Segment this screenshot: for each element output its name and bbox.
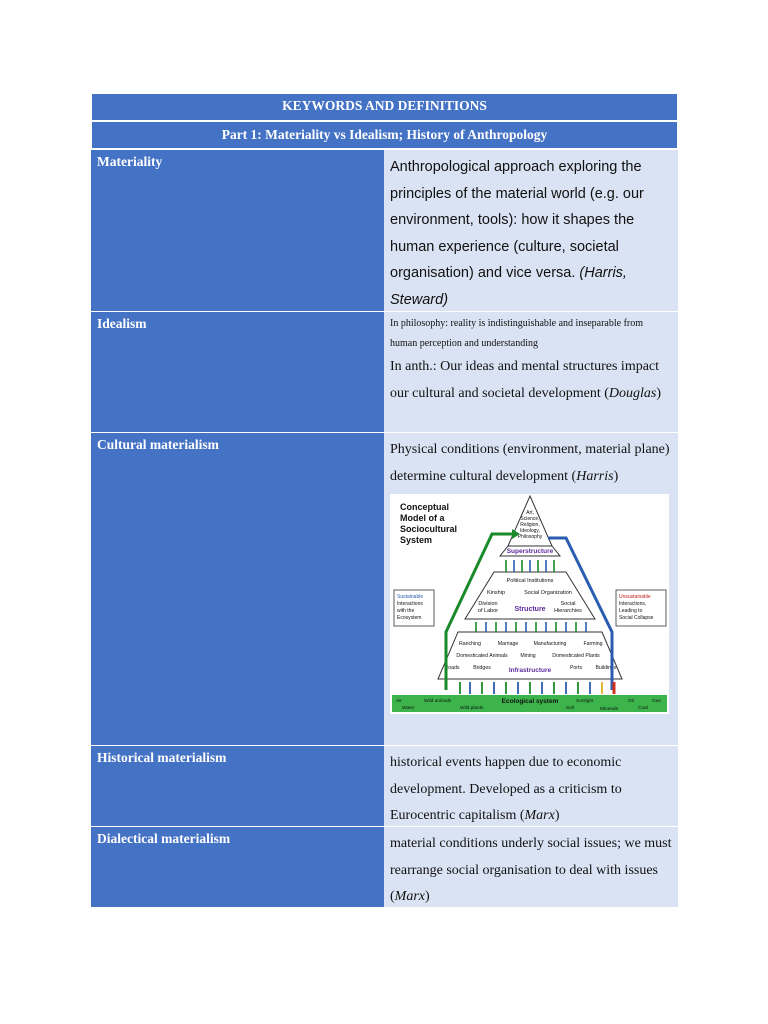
sustainable-text: Interactions [397,601,423,607]
definition-anthropology [390,354,672,407]
term-cell: Dialectical materialism [91,827,384,907]
infra-item: Mining [520,653,536,659]
citation: Marx [524,808,555,823]
apex-label: Ideology, [520,528,540,534]
eco-item: Coal [638,706,648,711]
unsustainable-text: Leading to [619,608,643,614]
definition-cell [384,433,678,745]
citation-close: ) [656,385,661,401]
eco-item: Soil [566,706,574,711]
infra-item: Domesticated Plants [552,653,600,659]
eco-item: Wild plants [460,706,484,711]
social-hier-label: Social [560,601,576,607]
diagram-title-line: Model of a [400,513,445,523]
definitions-table [91,93,678,907]
up-arrows-top [506,560,554,572]
infra-item: Ranching [459,641,481,647]
eco-item: Minerals [600,707,619,712]
eco-item: Air [396,699,402,704]
definition-cell [384,312,678,432]
definition-cell [384,746,678,826]
unsustainable-heading: Unsustainable [619,594,651,600]
definition-text: In anth.: Our ideas and mental structures impact our cultural and societal development ( [390,359,660,401]
infra-item: Manufacturing [533,641,567,647]
social-hier-label: Hierarchies [554,608,582,614]
definition-philosophy: In philosophy: reality is indistinguishable and inseparable from human perception and understanding [390,318,644,349]
citation-close: ) [554,808,560,823]
eco-item: Wild animals [424,699,452,704]
sustainable-text: with the [397,608,415,614]
definition-cell [384,150,678,311]
citation: Marx [394,889,425,904]
unsustainable-text: Social Collapse [619,615,654,621]
infra-item: Bridges [473,665,491,671]
infra-item: Roads [444,665,460,671]
social-org-label: Social Organization [524,590,572,596]
division-label: Division [478,601,498,607]
sustainable-heading: Sustainable [397,594,424,600]
definition-text: Anthropological approach exploring the principles of the material world (e.g. our environment, tools): how it shapes the human experience (culture, societal organisation) and vice versa. [390,159,644,281]
eco-label: Ecological system [501,698,559,705]
structure-label: Structure [514,606,546,613]
diagram-title-line: System [400,535,433,545]
definition-text: material conditions underly social issues; we must rearrange social organisation to deal with issues ( [390,836,672,904]
term-cell: Idealism [91,312,384,432]
infra-item: Ports [569,665,583,671]
apex-label: Religion, [520,522,540,528]
division-label: of Labor [477,608,499,614]
term-cell: Materiality [91,150,384,311]
infra-item: Marriage [497,641,519,647]
table-row [91,311,678,432]
infra-item: Buildings [595,665,617,671]
table-row [91,432,678,745]
sustainable-text: Ecosystem [397,615,422,621]
definition-cell [384,827,678,907]
kinship-label: Kinship [486,590,506,596]
eco-item: Sunlight [576,699,594,704]
sociocultural-model-diagram [390,494,669,714]
table-row [91,149,678,311]
citation-close: ) [613,468,619,484]
table-title: KEYWORDS AND DEFINITIONS [91,93,678,121]
citation: Douglas [608,385,657,401]
infra-item: Domesticated Animals [456,653,508,659]
definition-text: historical events happen due to economic development. Developed as a criticism to Eurocentric capitalism ( [390,755,622,823]
unsustainable-text: Interactions, [619,601,647,607]
definition-text: Physical conditions (environment, material plane) determine cultural development ( [390,442,670,484]
term-cell: Cultural materialism [91,433,384,745]
eco-item: Oil [628,699,634,704]
infra-item: Farming [583,641,603,647]
citation: Harris [576,468,614,484]
political-label: Political Institutions [506,578,554,584]
eco-item: Gas [652,699,661,704]
apex-label: Philosophy [517,534,543,540]
diagram-title-line: Sociocultural [400,524,458,534]
infrastructure-label: Infrastructure [508,667,552,674]
table-subtitle: Part 1: Materiality vs Idealism; History of Anthropology [91,121,678,149]
citation: (Harris, Steward) [390,265,627,308]
diagram-title-line: Conceptual [400,502,450,512]
definition-text-block [390,437,672,490]
apex-label: Art, [526,510,534,516]
term-cell: Historical materialism [91,746,384,826]
table-row [91,745,678,826]
apex-label: Science, [520,516,540,522]
table-row [91,826,678,907]
eco-item: Water [402,706,415,711]
superstructure-label: Superstructure [506,548,554,555]
citation-close: ) [425,889,430,904]
